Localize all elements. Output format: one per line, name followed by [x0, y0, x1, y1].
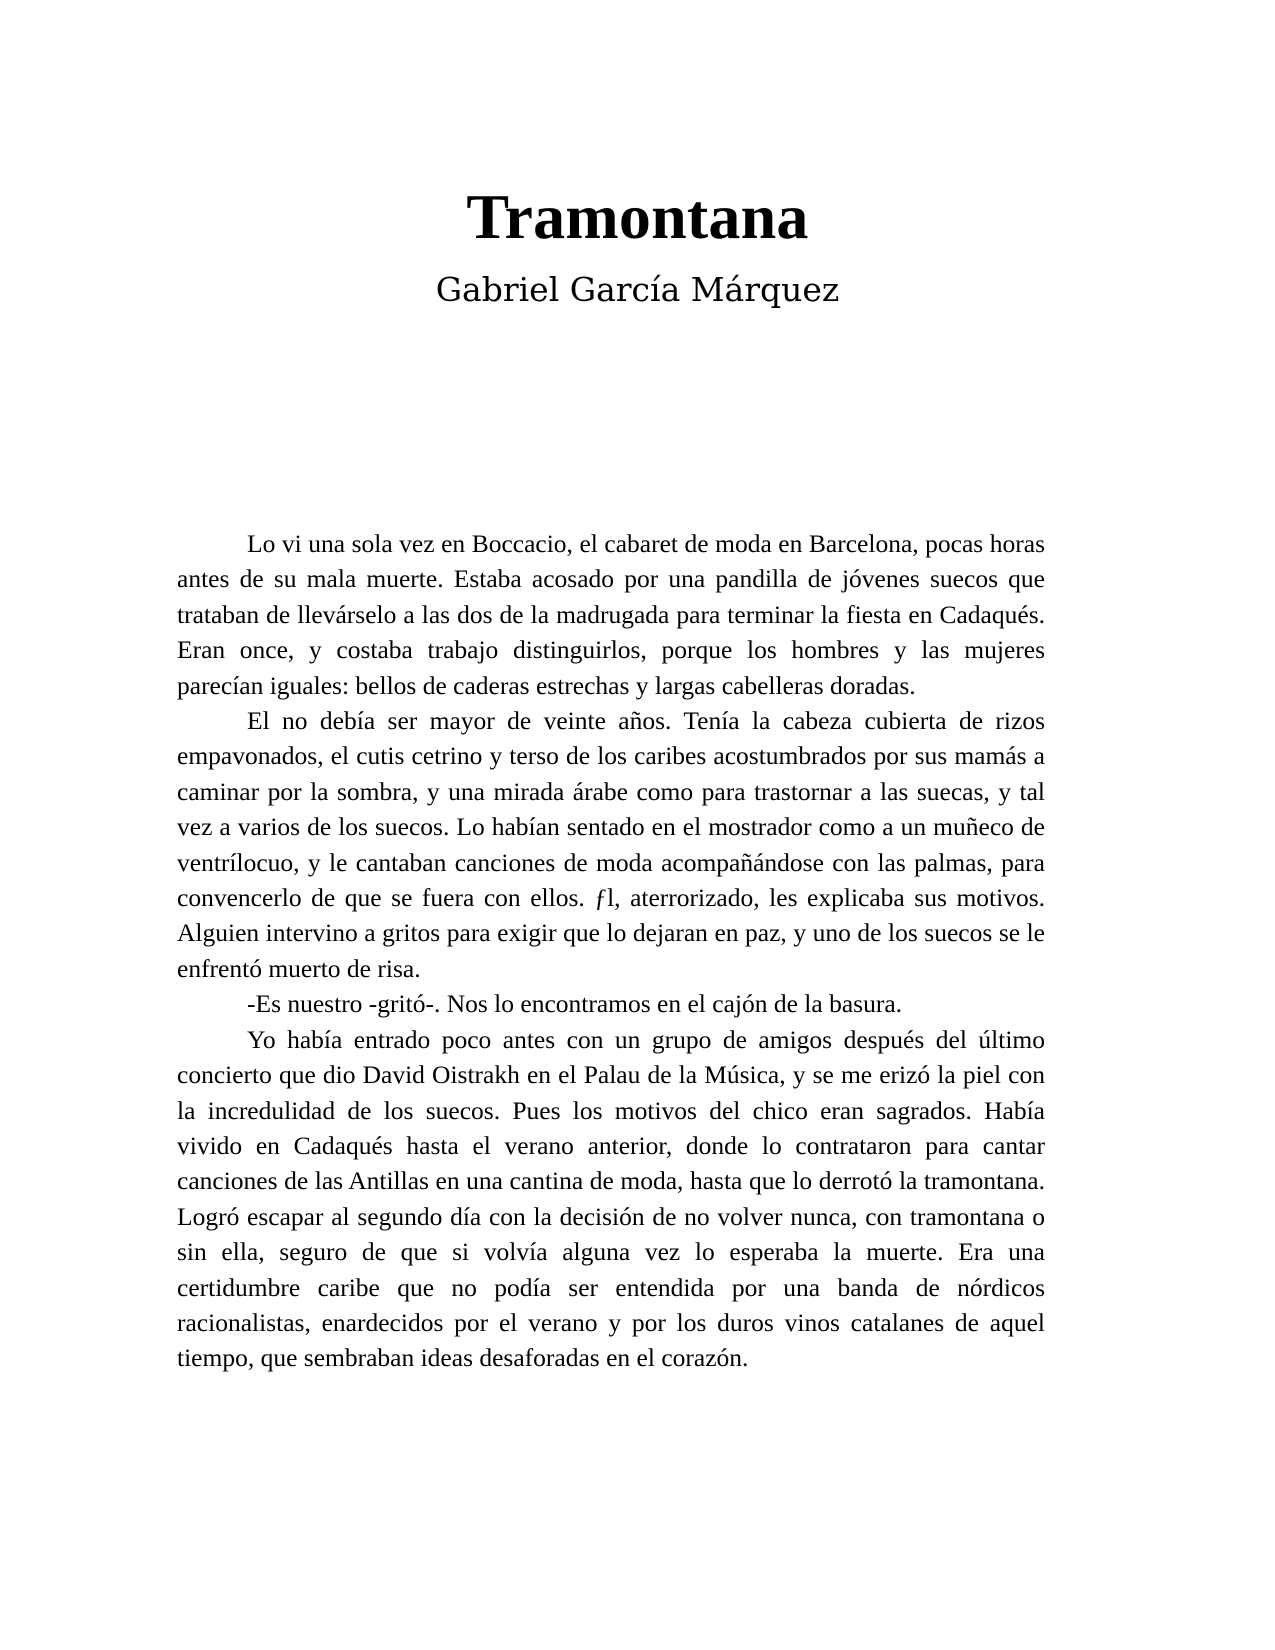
- body-text: [177, 526, 1045, 1376]
- paragraph: Lo vi una sola vez en Boccacio, el cabaret de moda en Barcelona, pocas horas antes de su mala muerte. Estaba acosado por una pandilla de jóvenes suecos que trataban de llevárselo a las dos de la madrugada para terminar la fiesta en Cadaqués. Eran once, y costaba trabajo distinguirlos, porque los hombres y las mujeres parecían iguales: bellos de caderas estrechas y largas cabelleras doradas.: [177, 529, 1045, 700]
- paragraph: Yo había entrado poco antes con un grupo de amigos después del último concierto que dio David Oistrakh en el Palau de la Música, y se me erizó la piel con la incredulidad de los suecos. Pues los motivos del chico eran sagrados. Había vivido en Cadaqués hasta el verano anterior, donde lo contrataron para cantar canciones de las Antillas en una cantina de moda, hasta que lo derrotó la tramontana. Logró escapar al segundo día con la decisión de no volver nunca, con tramontana o sin ella, seguro de que si volvía alguna vez lo esperaba la muerte. Era una certidumbre caribe que no podía ser entendida por una banda de nórdicos racionalistas, enardecidos por el verano y por los duros vinos catalanes de aquel tiempo, que sembraban ideas desaforadas en el corazón.: [177, 1024, 1045, 1373]
- paragraph: El no debía ser mayor de veinte años. Tenía la cabeza cubierta de rizos empavonados, el cutis cetrino y terso de los caribes acostumbrados por sus mamás a caminar por la sombra, y una mirada árabe como para trastornar a las suecas, y tal vez a varios de los suecos. Lo habían sentado en el mostrador como a un muñeco de ventrílocuo, y le cantaban canciones de moda acompañándose con las palmas, para convencerlo de que se fuera con ellos. ƒl, aterrorizado, les explicaba sus motivos. Alguien intervino a gritos para exigir que lo dejaran en paz, y uno de los suecos se le enfrentó muerto de risa.: [177, 706, 1045, 983]
- paragraph-dialogue: -Es nuestro -gritó-. Nos lo encontramos en el cajón de la basura.: [247, 989, 903, 1019]
- page-title: Tramontana: [466, 180, 809, 252]
- author-byline: Gabriel García Márquez: [435, 270, 840, 309]
